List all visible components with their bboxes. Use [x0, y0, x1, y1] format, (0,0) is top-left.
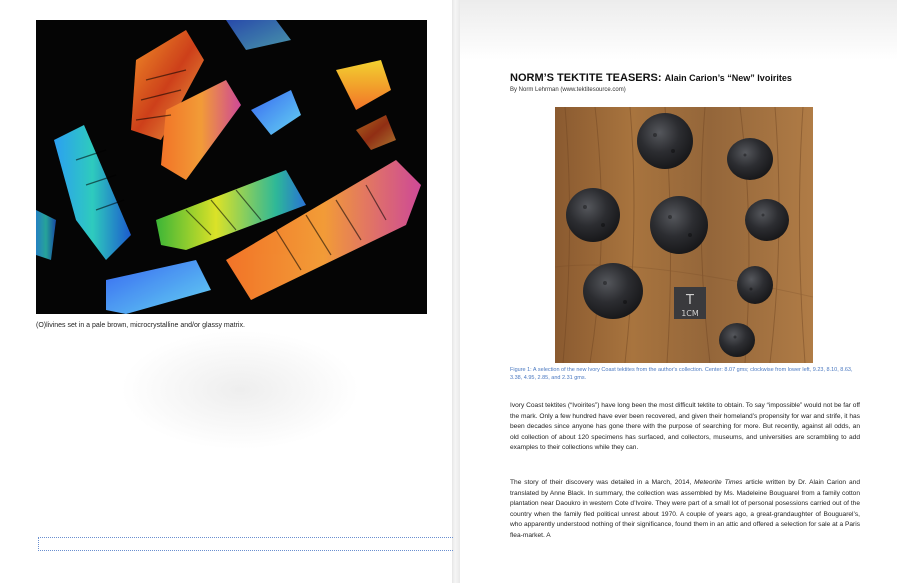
- scale-cube: [674, 287, 706, 319]
- article-paragraph-2: The story of their discovery was detailed in a March, 2014, Meteorite Times article written by Dr. Alain Carion and translated by Anne Black. In summary, the collection was assembled by Ms. Madeleine Bouguarel from a family cotton plantation near Daoukro in western Cote d’Ivoire. They were part of a small lot of personal posessions carried out of the country when the family fled political unrest about 1970. A couple of years ago, a great-grandaughter of Bouguarel’s, who apparently understood nothing of their significance, found them in an attic and offered a selection for sale at a Paris flea-market. A: [510, 479, 860, 539]
- tektite-photo: [555, 107, 813, 363]
- title-sub: Alain Carion’s “New” Ivoirites: [664, 73, 792, 83]
- page-shadow-left: [120, 330, 360, 450]
- text-frame-outline[interactable]: [38, 537, 453, 551]
- title-main: NORM’S TEKTITE TEASERS:: [510, 72, 662, 84]
- figure-caption: Figure 1: A selection of the new Ivory Coast tektites from the author's collection. Center: 8.07 gms; clockwise from lower left, 9.23, 8.10, 8.63, 3.38, 4.95, 2.85, and 2.31 gms.: [510, 367, 853, 381]
- page-gutter: [452, 0, 460, 583]
- olivine-micrograph: [36, 20, 427, 314]
- byline: By Norm Lehrman (www.tektitesource.com): [510, 87, 626, 93]
- scale-cube-label: 1CM: [681, 309, 699, 318]
- publication-name: Meteorite Times: [694, 479, 743, 486]
- article-title: [510, 72, 792, 84]
- scale-cube-letter: T: [686, 293, 694, 308]
- micrograph-image: [36, 20, 427, 314]
- micrograph-caption: (O)livines set in a pale brown, microcrystalline and/or glassy matrix.: [36, 322, 245, 329]
- tektite-image: [555, 107, 813, 363]
- article-paragraph-1: Ivory Coast tektites (“Ivoirites”) have long been the most difficult tektite to obtain. To say “impossible” would not be far off the mark. Only a few hundred have ever been recovered, and given their homeland’s propensity for war and strife, it has been decades since anyone has gone there with the purpose of searching for more. But recently, against all odds, an old collection of about 120 specimens has surfaced, and collectors, museums, and universities are scrambling to add examples to their collections while they can.: [510, 402, 861, 452]
- page-shadow: [460, 0, 897, 60]
